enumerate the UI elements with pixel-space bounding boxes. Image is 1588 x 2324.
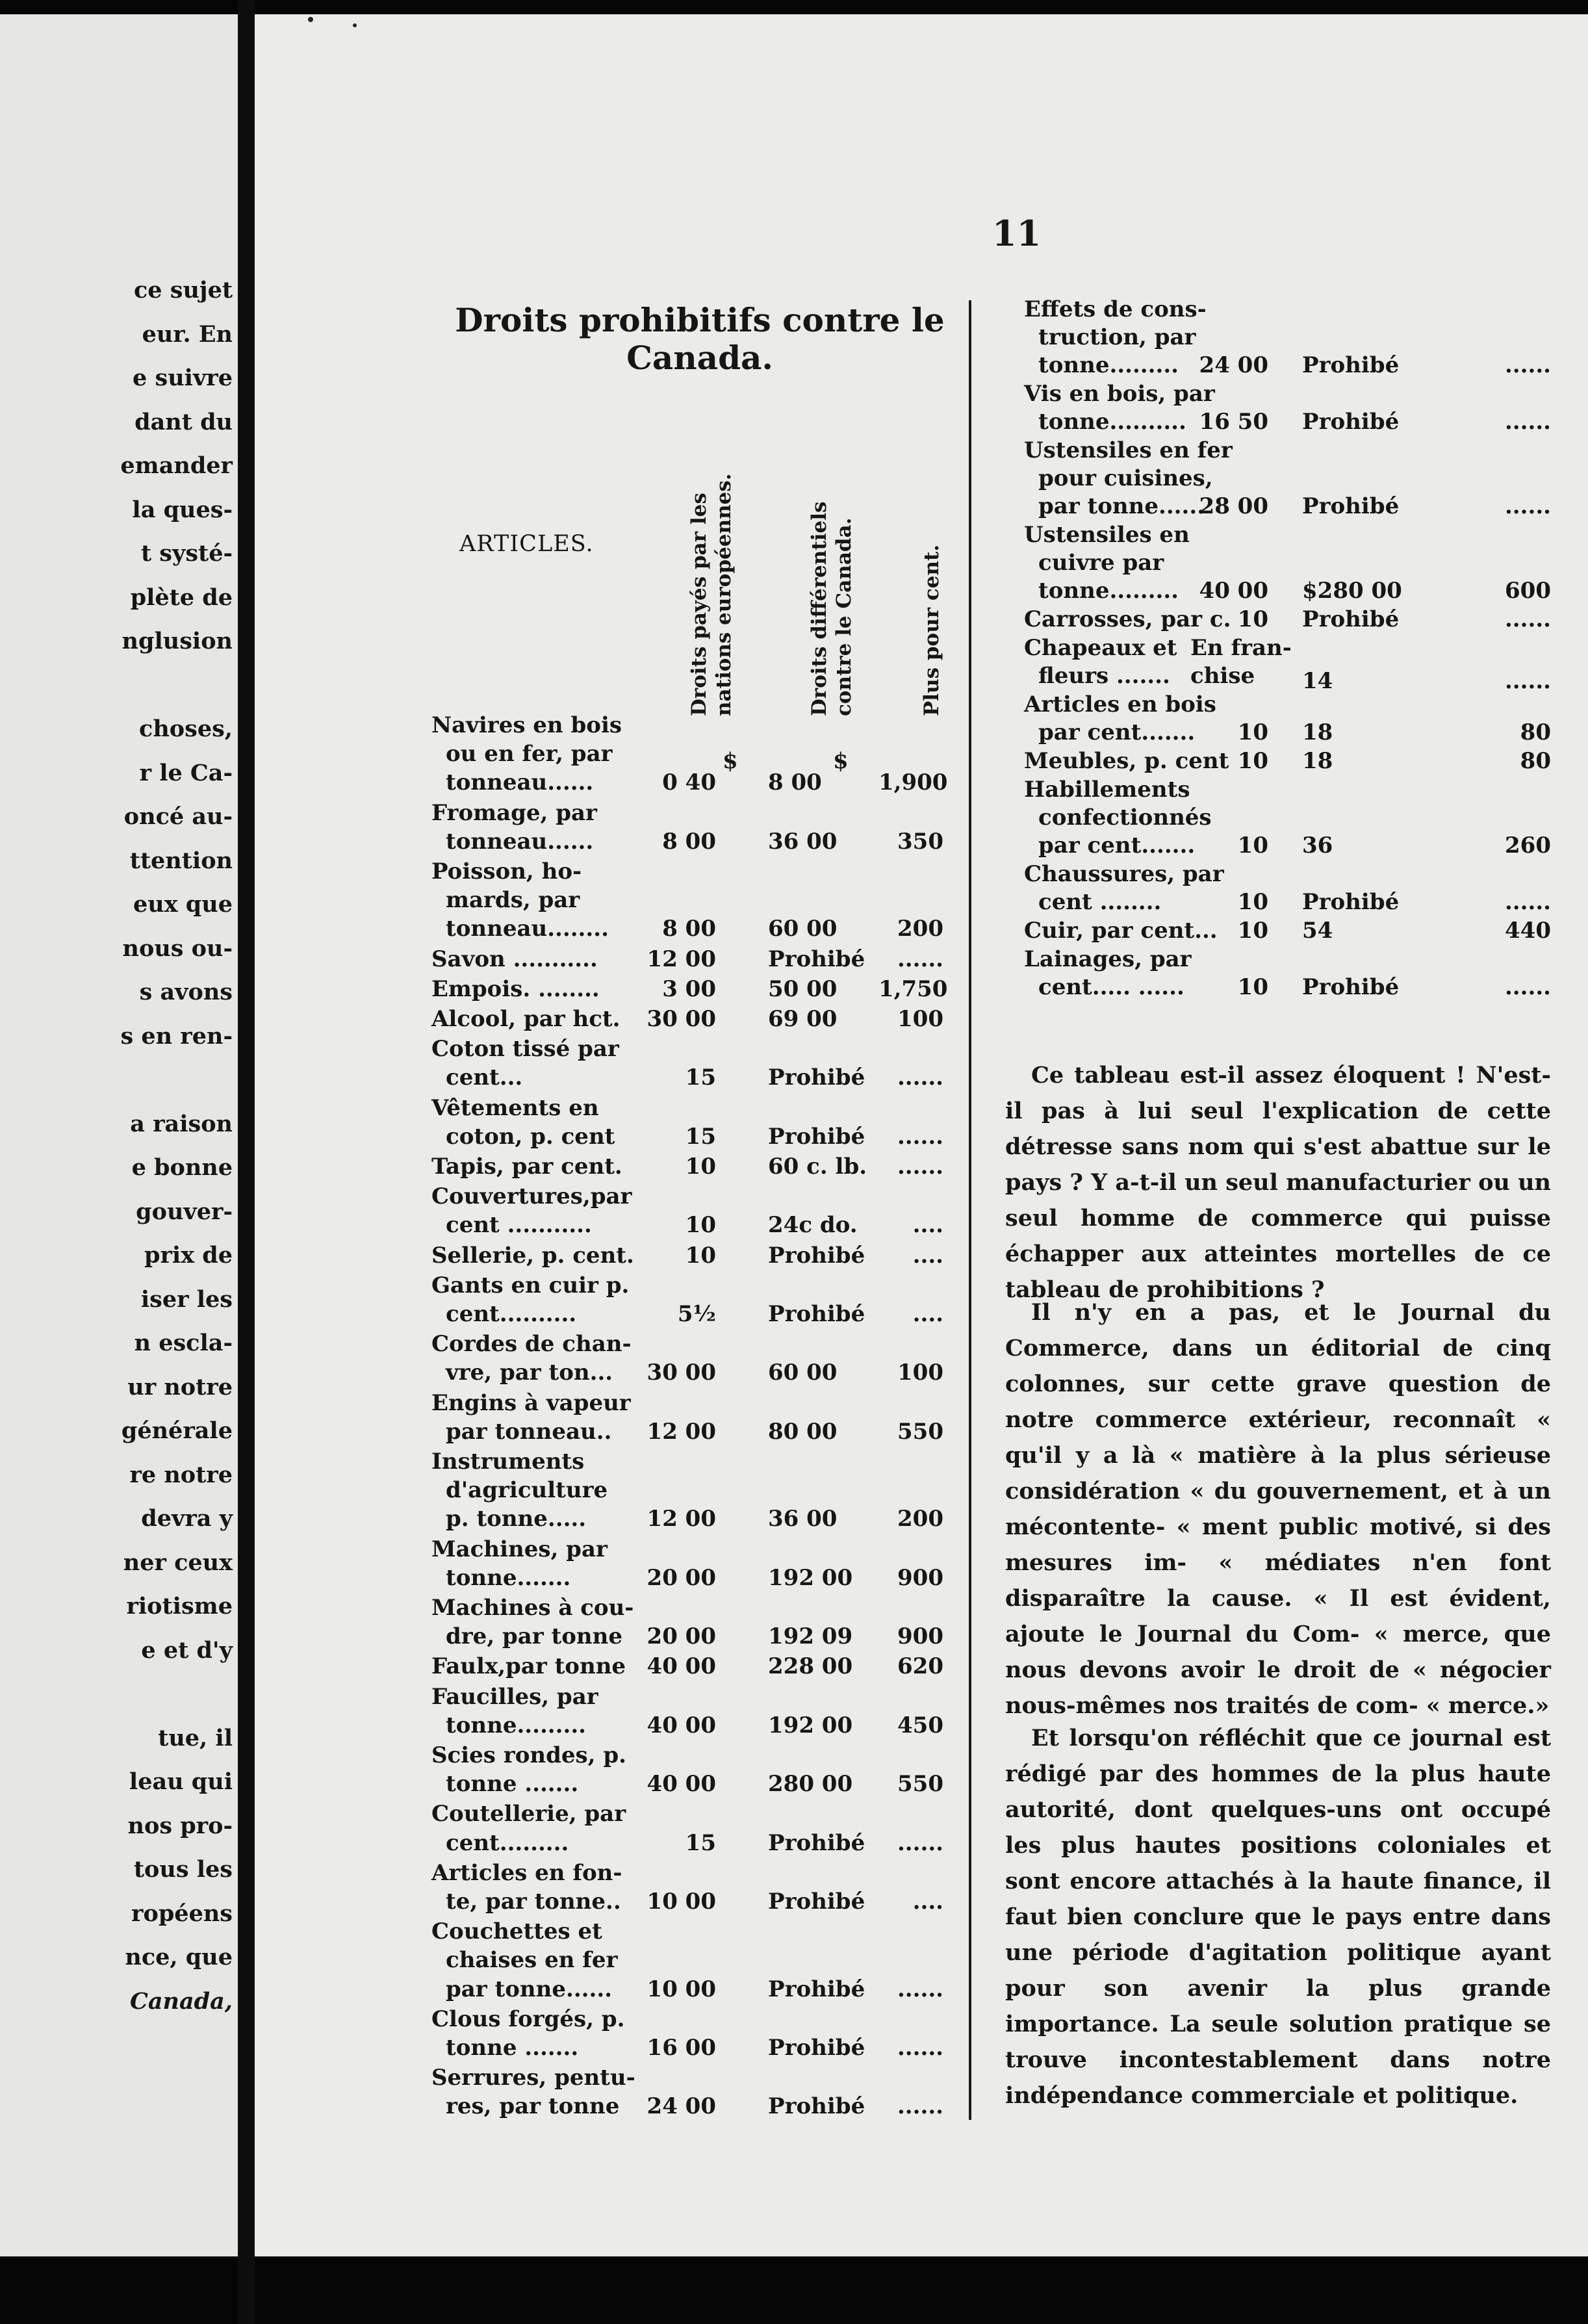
table-article-line: Scies rondes, p. — [431, 1742, 626, 1768]
left-margin-line: la ques- — [132, 496, 233, 523]
table-title — [443, 302, 956, 377]
table-article-line: Machines, par — [431, 1536, 608, 1562]
table-cell-col2: Prohibé — [768, 1829, 865, 1856]
table-cell-col2: Prohibé — [768, 2035, 865, 2061]
table-article-line: Machines à cou- — [431, 1595, 634, 1621]
table-cell-col2: 60 c. lb. — [768, 1154, 867, 1180]
table-cell-col1: 16 50 — [1199, 409, 1268, 435]
table-cell-col3: ...... — [897, 1123, 943, 1150]
table-article-line: confectionnés — [1038, 805, 1212, 831]
table-article-line: Carrosses, par c. — [1024, 606, 1231, 632]
table-cell-col2: 192 09 — [768, 1623, 853, 1650]
table-cell-col2: $280 00 — [1302, 578, 1402, 604]
table-article-line: Ustensiles en — [1024, 522, 1190, 548]
paragraph-3-text: Et lorsqu'on réfléchit que ce journal est rédigé par des hommes de la plus haute autorité, dont quelques-uns ont occupé les plus hautes positions coloniales et sont encore attachés à la haute finance, il faut bien conclure que le pays entre dans une période d'agitation politique ayant pour son avenir la plus grande importance. La seule solution pratique se trouve incontestablement dans notre indépendance commerciale et politique. — [1005, 1725, 1551, 2109]
table-cell-col3: ...... — [1504, 668, 1551, 694]
table-article-line: vre, par ton... — [446, 1360, 613, 1386]
table-article-line: Faucilles, par — [431, 1683, 598, 1710]
table-article-line: tonne......... — [1038, 352, 1179, 378]
table-article-line: Chapeaux et — [1024, 635, 1177, 661]
table-cell-col1: 24 00 — [1199, 352, 1268, 378]
table-cell-col2: Prohibé — [1302, 409, 1400, 435]
table-cell-col1: 10 — [1237, 748, 1268, 774]
table-cell-col2: Prohibé — [768, 1123, 865, 1150]
table-article-line: res, par tonne — [446, 2093, 620, 2120]
table-cell-col2: Prohibé — [1302, 352, 1400, 378]
table-article-line: tonne.......... — [1038, 409, 1186, 435]
table-cell-col1: 10 — [1237, 719, 1268, 745]
table-cell-col1: 28 00 — [1199, 493, 1268, 519]
table-cell-col2: 192 00 — [768, 1712, 853, 1738]
table-cell-col1: 30 00 — [647, 1360, 716, 1386]
table-article-line: tonne......... — [1038, 578, 1179, 604]
table-cell-col2: 80 00 — [768, 1418, 838, 1445]
table-cell-col3: ...... — [1504, 493, 1551, 519]
table-cell-col2: 69 00 — [768, 1006, 838, 1032]
table-cell-col1: 40 00 — [647, 1653, 716, 1680]
table-cell-col1: 15 — [685, 1123, 716, 1150]
table-cell-col3: 620 — [897, 1653, 943, 1680]
table-cell-col1: 10 — [1237, 833, 1268, 859]
table-article-line: fleurs ....... — [1038, 663, 1170, 689]
table-cell-col2: Prohibé — [768, 1889, 865, 1915]
table-article-line: chaises en fer — [446, 1947, 618, 1974]
table-cell-col3: 200 — [897, 1506, 943, 1532]
table-article-line: cent......... — [446, 1829, 569, 1856]
table-cell-col2: 50 00 — [768, 975, 838, 1002]
table-article-line: Habillements — [1024, 777, 1190, 803]
table-article-line: Articles en fon- — [431, 1859, 622, 1886]
table-cell-col3: .... — [912, 1242, 943, 1269]
table-cell-col3: ...... — [897, 1154, 943, 1180]
table-article-line: dre, par tonne — [446, 1623, 622, 1650]
table-cell-col1: 40 00 — [647, 1712, 716, 1738]
left-margin-line: n escla- — [134, 1330, 233, 1356]
left-margin-line: e et d'y — [141, 1636, 233, 1664]
table-cell-col3: 100 — [897, 1360, 943, 1386]
left-margin-line: s en ren- — [120, 1022, 233, 1050]
table-cell-col3: ...... — [897, 1065, 943, 1091]
table-title-line-2: Canada. — [626, 339, 773, 377]
table-title-line-1: Droits prohibitifs contre le — [455, 301, 945, 339]
table-cell-col1: 20 00 — [647, 1623, 716, 1650]
table-cell-col2: Prohibé — [768, 1242, 865, 1269]
table-article-line: coton, p. cent — [446, 1123, 615, 1150]
table-article-line: par cent....... — [1038, 719, 1196, 745]
table-cell-col3: ...... — [897, 1829, 943, 1856]
table-cell-col3: 550 — [897, 1771, 943, 1798]
speck — [308, 17, 313, 22]
table-cell-col1: 10 — [685, 1154, 716, 1180]
table-article-line: cent ........... — [446, 1212, 592, 1239]
table-cell-col3: ...... — [897, 2093, 943, 2120]
articles-header: ARTICLES. — [459, 531, 594, 557]
table-cell-col1: 5½ — [677, 1301, 716, 1327]
table-cell-col1: 30 00 — [647, 1006, 716, 1032]
table-article-line: Effets de cons- — [1024, 296, 1207, 322]
paragraph-3 — [1005, 1720, 1551, 2113]
table-article-line: mards, par — [446, 887, 580, 914]
table-article-line: Vêtements en — [431, 1094, 599, 1121]
table-article-line: Meubles, p. cent — [1024, 748, 1229, 774]
table-cell-col2: 228 00 — [768, 1653, 853, 1680]
table-article-line: Tapis, par cent. — [431, 1154, 622, 1180]
col-header-percent: Plus pour cent. — [920, 544, 943, 716]
table-article-line: p. tonne..... — [446, 1506, 587, 1532]
table-cell-col1: 10 00 — [647, 1889, 716, 1915]
table-cell-col3: .... — [912, 1212, 943, 1239]
table-cell-col2: 24c do. — [768, 1212, 858, 1239]
left-margin-line: r le Ca- — [139, 759, 233, 786]
left-margin-line: ropéens — [131, 1900, 233, 1927]
left-margin-line: Canada, — [130, 1987, 233, 2015]
table-cell-col1: 10 — [1237, 889, 1268, 915]
table-cell-col2: 54 — [1302, 918, 1333, 944]
table-article-line: Poisson, ho- — [431, 859, 582, 884]
table-article-line: cent ........ — [1038, 889, 1162, 915]
table-cell-col1: 8 00 — [662, 828, 716, 855]
table-cell-col1: 10 — [685, 1242, 716, 1269]
page-gutter — [238, 0, 255, 2324]
table-article-line: Clous forgés, p. — [431, 2006, 625, 2032]
paragraph-1 — [1005, 1057, 1551, 1308]
left-margin-line: nce, que — [125, 1944, 233, 1970]
left-margin-line: tue, il — [158, 1724, 233, 1751]
table-cell-col2: Prohibé — [1302, 974, 1400, 1000]
table-article-line: Chaussures, par — [1024, 861, 1224, 887]
table-cell-col2: 280 00 — [768, 1771, 853, 1798]
table-cell-col3: 350 — [897, 828, 943, 855]
table-article-line: ou en fer, par — [446, 741, 613, 768]
table-article-line: cent..... ...... — [1038, 974, 1185, 1000]
currency-sign-col2: $ — [833, 748, 849, 774]
table-cell-col2: 8 00 — [768, 769, 822, 796]
table-cell-col3: ...... — [897, 946, 943, 972]
table-cell-col2: Prohibé — [768, 1065, 865, 1091]
table-cell-col2: Prohibé — [1302, 493, 1400, 519]
table-article-line: Serrures, pentu- — [431, 2065, 635, 2091]
table-cell-col1: 10 — [1237, 974, 1268, 1000]
table-article-line: Alcool, par hct. — [431, 1006, 621, 1032]
left-margin-line: nous ou- — [122, 935, 233, 962]
table-article-line: par cent....... — [1038, 833, 1196, 859]
left-margin-line: tous les — [133, 1856, 233, 1883]
left-margin-line: gouver- — [136, 1198, 233, 1225]
left-margin-line: générale — [121, 1417, 233, 1444]
table-cell-col3: 900 — [897, 1623, 943, 1650]
previous-page-edge — [0, 14, 238, 2256]
table-article-line: Ustensiles en fer — [1024, 437, 1233, 463]
left-margin-line: e bonne — [131, 1154, 233, 1181]
left-margin-line: ur notre — [127, 1373, 233, 1401]
table-cell-col2: 36 — [1302, 833, 1333, 859]
table-cell-col3: 440 — [1505, 918, 1551, 944]
left-margin-line: eux que — [133, 891, 233, 918]
table-cell-col1: 8 00 — [662, 916, 716, 942]
left-margin-line: ttention — [129, 847, 233, 874]
table-article-line: te, par tonne.. — [446, 1889, 621, 1915]
left-margin-line: plète de — [130, 584, 233, 611]
left-margin-line: a raison — [130, 1110, 233, 1137]
left-margin-line: ce sujet — [133, 277, 233, 303]
table-article-line: tonne ....... — [446, 2035, 579, 2061]
table-article-line: tonne......... — [446, 1712, 586, 1738]
table-cell-col1: 12 00 — [647, 946, 716, 972]
table-article-line: cent.......... — [446, 1301, 577, 1327]
table-cell-col2: 60 00 — [768, 1360, 838, 1386]
table-cell-col3: 600 — [1505, 578, 1551, 604]
table-article-line: Coutellerie, par — [431, 1801, 626, 1827]
table-article-line: Cuir, par cent... — [1024, 918, 1218, 944]
table-cell-col2: 18 — [1302, 748, 1333, 774]
table-cell-col1: 0 40 — [662, 769, 716, 796]
left-margin-line: t systé- — [140, 540, 233, 567]
table-article-line: d'agriculture — [446, 1477, 608, 1504]
table-cell-col3: 450 — [897, 1712, 943, 1738]
table-cell-col1: 15 — [685, 1829, 716, 1856]
table-cell-col1: 15 — [685, 1065, 716, 1091]
table-cell-col2: 18 — [1302, 719, 1333, 745]
left-margin-line: emander — [120, 452, 233, 479]
table-cell-col2: 192 00 — [768, 1564, 853, 1591]
table-article-line: tonneau...... — [446, 828, 594, 855]
left-margin-line: eur. En — [142, 320, 233, 348]
left-margin-line: prix de — [144, 1242, 233, 1269]
table-article-line: par tonne...... — [1038, 493, 1205, 519]
table-cell-col3: 100 — [897, 1006, 943, 1032]
table-cell-col3: ...... — [1504, 409, 1551, 435]
table-cell-col1: 40 00 — [1199, 578, 1268, 604]
table-article-line: cent... — [446, 1065, 523, 1091]
left-margin-line: e suivre — [133, 365, 233, 391]
table-cell-col1: 16 00 — [647, 2035, 716, 2061]
table-cell-col2: 36 00 — [768, 828, 838, 855]
table-article-line: Savon ........... — [431, 946, 598, 972]
paragraph-1-text: Ce tableau est-il assez éloquent ! N'est-il pas à lui seul l'explication de cette détresse sans nom qui s'est abattue sur le pays ? Y a-t-il un seul manufacturier ou un seul homme de commerce qui puisse échapper aux atteintes mortelles de ce tableau de prohibitions ? — [1005, 1062, 1551, 1303]
table-cell-col1: 10 00 — [647, 1976, 716, 2002]
table-cell-col3: ...... — [1504, 889, 1551, 915]
left-margin-line: oncé au- — [123, 803, 233, 830]
table-article-line: par tonne...... — [446, 1976, 613, 2002]
table-cell-col3: 80 — [1520, 748, 1551, 774]
table-article-line: par tonneau.. — [446, 1418, 612, 1445]
table-cell-col3: ...... — [1504, 974, 1551, 1000]
page — [255, 14, 1588, 2256]
table-cell-col2: Prohibé — [1302, 606, 1400, 632]
column-divider — [969, 300, 971, 2120]
left-margin-line: nos pro- — [127, 1812, 233, 1839]
page-number: 11 — [992, 213, 1042, 254]
table-article-line: Fromage, par — [431, 799, 597, 826]
table-cell-col2: Prohibé — [768, 2093, 865, 2120]
left-margin-line: devra y — [141, 1505, 233, 1532]
table-cell-col3: 550 — [897, 1418, 943, 1445]
table-cell-col3: 1,750 — [878, 975, 948, 1002]
table-cell-col3: 900 — [897, 1564, 943, 1591]
table-article-line: Couvertures,par — [431, 1183, 632, 1210]
left-margin-line: dant du — [134, 408, 233, 435]
left-margin-line: choses, — [139, 716, 233, 742]
col-header-european-duties: Droits payés par les nations européennes. — [687, 473, 736, 716]
table-article-line: tonne....... — [446, 1564, 571, 1591]
table-cell-col1: 12 00 — [647, 1506, 716, 1532]
table-article-line: Vis en bois, par — [1024, 381, 1215, 407]
table-cell-col1: chise — [1190, 663, 1255, 689]
table-cell-col1: 3 00 — [662, 975, 716, 1002]
table-cell-col3: ...... — [1504, 352, 1551, 378]
table-cell-col1: En fran- — [1190, 635, 1292, 661]
table-article-line: Navires en bois — [431, 712, 622, 738]
left-margin-line: iser les — [140, 1285, 233, 1313]
table-cell-col3: .... — [912, 1889, 943, 1915]
table-article-line: Instruments — [431, 1449, 585, 1475]
table-article-line: truction, par — [1038, 324, 1196, 350]
left-margin-line: leau qui — [129, 1768, 233, 1795]
table-cell-col1: 24 00 — [647, 2093, 716, 2120]
col-header-differential-duties: Droits différentiels contre le Canada. — [808, 501, 856, 716]
table-cell-col2: 14 — [1302, 668, 1333, 694]
paragraph-2-text: Il n'y en a pas, et le Journal du Commerce, dans un éditorial de cinq colonnes, sur cette grave question de notre commerce extérieur, reconnaît « qu'il y a là « matière à la plus sérieuse considération « du gouvernement, et à un mécontente- « ment public motivé, si des mesures im- « médiates n'en font disparaître la cause. « Il est évident, ajoute le Journal du Com- « merce, que nous devons avoir le droit de « négocier nous-mêmes nos traités de com- « merce.» — [1005, 1299, 1551, 1719]
table-article-line: Coton tissé par — [431, 1036, 619, 1063]
table-cell-col3: 260 — [1505, 833, 1551, 859]
left-margin-line: nglusion — [122, 628, 233, 654]
table-article-line: Lainages, par — [1024, 946, 1192, 972]
table-cell-col1: 10 — [1237, 606, 1268, 632]
table-article-line: tonne ....... — [446, 1771, 579, 1798]
table-cell-col1: 20 00 — [647, 1564, 716, 1591]
left-margin-line: s avons — [139, 979, 233, 1005]
table-cell-col2: 60 00 — [768, 916, 838, 942]
left-margin-line: re notre — [129, 1461, 233, 1488]
table-cell-col1: 10 — [1237, 918, 1268, 944]
table-cell-col1: 10 — [685, 1212, 716, 1239]
table-article-line: Faulx,par tonne — [431, 1653, 626, 1680]
table-article-line: Sellerie, p. cent. — [431, 1242, 634, 1269]
table-article-line: tonneau...... — [446, 769, 594, 796]
table-article-line: Engins à vapeur — [431, 1389, 631, 1416]
currency-sign-col1: $ — [723, 748, 738, 774]
table-cell-col1: 40 00 — [647, 1771, 716, 1798]
table-cell-col3: 80 — [1520, 719, 1551, 745]
paragraph-2 — [1005, 1295, 1551, 1724]
table-article-line: tonneau........ — [446, 916, 609, 942]
table-cell-col2: Prohibé — [1302, 889, 1400, 915]
table-article-line: pour cuisines, — [1038, 465, 1213, 491]
table-article-line: Articles en bois — [1024, 691, 1216, 717]
table-cell-col3: 200 — [897, 916, 943, 942]
table-cell-col1: 12 00 — [647, 1418, 716, 1445]
table-cell-col3: ...... — [1504, 606, 1551, 632]
table-article-line: Couchettes et — [431, 1918, 602, 1945]
table-article-line: Empois. ........ — [431, 975, 600, 1002]
table-article-line: Cordes de chan- — [431, 1331, 632, 1358]
table-cell-col3: .... — [912, 1301, 943, 1327]
table-cell-col2: 36 00 — [768, 1506, 838, 1532]
left-margin-line: ner ceux — [123, 1549, 233, 1576]
table-cell-col3: ...... — [897, 2035, 943, 2061]
table-cell-col3: 1,900 — [878, 769, 948, 796]
table-cell-col2: Prohibé — [768, 946, 865, 972]
table-cell-col3: ...... — [897, 1976, 943, 2002]
left-margin-line: riotisme — [126, 1593, 233, 1620]
table-article-line: cuivre par — [1038, 550, 1164, 576]
table-article-line: Gants en cuir p. — [431, 1272, 630, 1298]
speck — [353, 23, 357, 27]
table-cell-col2: Prohibé — [768, 1976, 865, 2002]
table-cell-col2: Prohibé — [768, 1301, 865, 1327]
